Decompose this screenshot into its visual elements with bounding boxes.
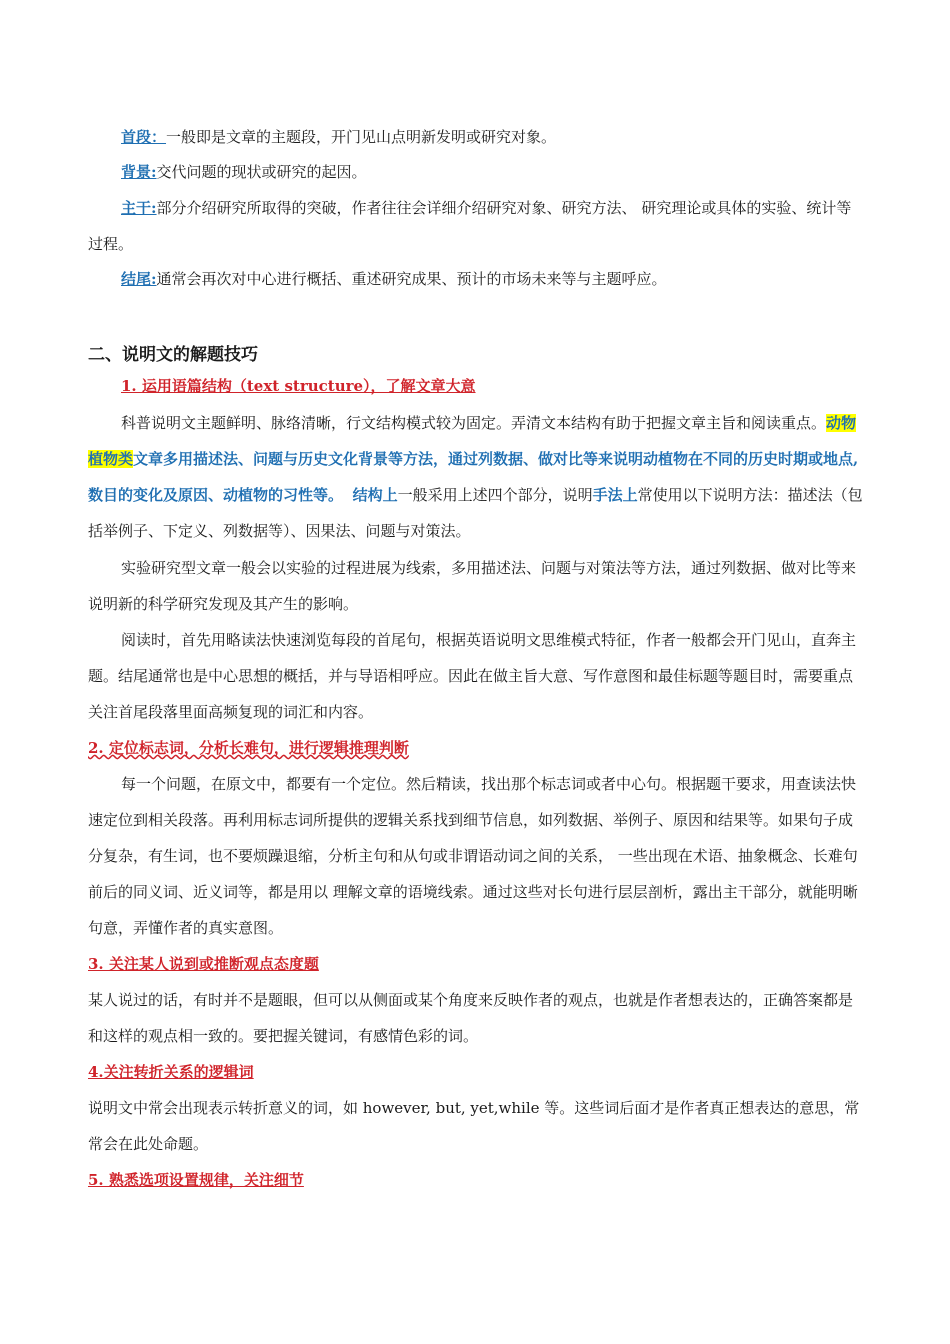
para-reading: 阅读时，首先用略读法快速浏览每段的首尾句，根据英语说明文思维模式特征，作者一般都会开门见山，直奔主题。结尾通常也是中心思想的概括，并与导语相呼应。因此在做主旨大意、写作意图和最佳标题等题目时，需要重点关注首尾段落里面高频复现的词汇和内容。 — [88, 631, 857, 721]
subheading-4: 4.关注转折关系的逻辑词 — [88, 1063, 254, 1081]
label-body: 主干: — [121, 199, 157, 217]
para1-method-label: 手法上 — [592, 486, 638, 504]
para1-structure-label: 结构上 — [352, 486, 398, 504]
text-body: 部分介绍研究所取得的突破，作者往往会详细介绍研究对象、研究方法、 研究理论或具体的实验、统计等过程。 — [88, 199, 852, 253]
subheading-5: 5. 熟悉选项设置规律，关注细节 — [88, 1171, 304, 1189]
subheading-1-row — [88, 368, 864, 404]
para-first-section — [88, 119, 864, 155]
subheading-2: 2. 定位标志词，分析长难句，进行逻辑推理判断 — [88, 739, 409, 757]
para1-bold-blue: 文章多用描述法、问题与历史文化背景等方法，通过列数据、做对比等来说明动植物在不同的历史时期或地点, 数目的变化及原因、动植物的习性等。 — [88, 450, 859, 504]
para-transition: 说明文中常会出现表示转折意义的词，如 however, but, yet,while 等。这些词后面才是作者真正想表达的意思，常常会在此处命题。 — [88, 1099, 860, 1153]
para1-middle: 一般采用上述四个部分，说明 — [397, 486, 593, 504]
subheading-4-row — [88, 1054, 864, 1090]
para1-highlight: 动物植物类 — [88, 414, 857, 468]
para-background — [88, 154, 864, 190]
label-ending: 结尾: — [121, 270, 157, 288]
para-experiment: 实验研究型文章一般会以实验的过程进展为线索，多用描述法、问题与对策法等方法，通过列数据、做对比等来说明新的科学研究发现及其产生的影响。 — [88, 559, 857, 613]
label-background: 背景: — [121, 163, 157, 181]
para-opinion: 某人说过的话，有时并不是题眼，但可以从侧面或某个角度来反映作者的观点，也就是作者想表达的，正确答案都是和这样的观点相一致的。要把握关键词，有感情色彩的词。 — [88, 991, 854, 1045]
para-ending — [88, 261, 864, 297]
section-heading: 二、说明文的解题技巧 — [88, 345, 258, 365]
subheading-3: 3. 关注某人说到或推断观点态度题 — [88, 955, 319, 973]
para1-intro: 科普说明文主题鲜明、脉络清晰，行文结构模式较为固定。弄清文本结构有助于把握文章主旨和阅读重点。 — [121, 414, 827, 432]
subheading-1: 1. 运用语篇结构（text structure），了解文章大意 — [121, 377, 476, 395]
para-locate: 每一个问题，在原文中，都要有一个定位。然后精读，找出那个标志词或者中心句。根据题干要求，用查读法快速定位到相关段落。再利用标志词所提供的逻辑关系找到细节信息，如列数据、举例子、原因和结果等。如果句子成分复杂，有生词，也不要烦躁退缩，分析主句和从句或非谓语动词之间的关系， 一些出现在术语、抽象概念、长难句前后的同义词、近义词等，都是用以 理解文章的语境线索。通过这些对长句进行层层剖析，露出主干部分，就能明晰句意，弄懂作者的真实意图。 — [88, 775, 858, 937]
subheading-2-row — [88, 730, 864, 766]
text-first-section: 一般即是文章的主题段，开门见山点明新发明或研究对象。 — [166, 128, 557, 146]
subheading-3-row — [88, 946, 864, 982]
label-first-section: 首段： — [121, 128, 167, 146]
para1-end: 常使用以下说明方法：描述法（包括举例子、下定义、列数据等）、因果法、问题与对策法。 — [88, 486, 863, 540]
text-ending: 通常会再次对中心进行概括、重述研究成果、预计的市场未来等与主题呼应。 — [156, 270, 667, 288]
para-body — [88, 190, 864, 262]
subheading-5-row — [88, 1162, 864, 1198]
text-background: 交代问题的现状或研究的起因。 — [156, 163, 367, 181]
para-text-structure — [88, 405, 864, 549]
